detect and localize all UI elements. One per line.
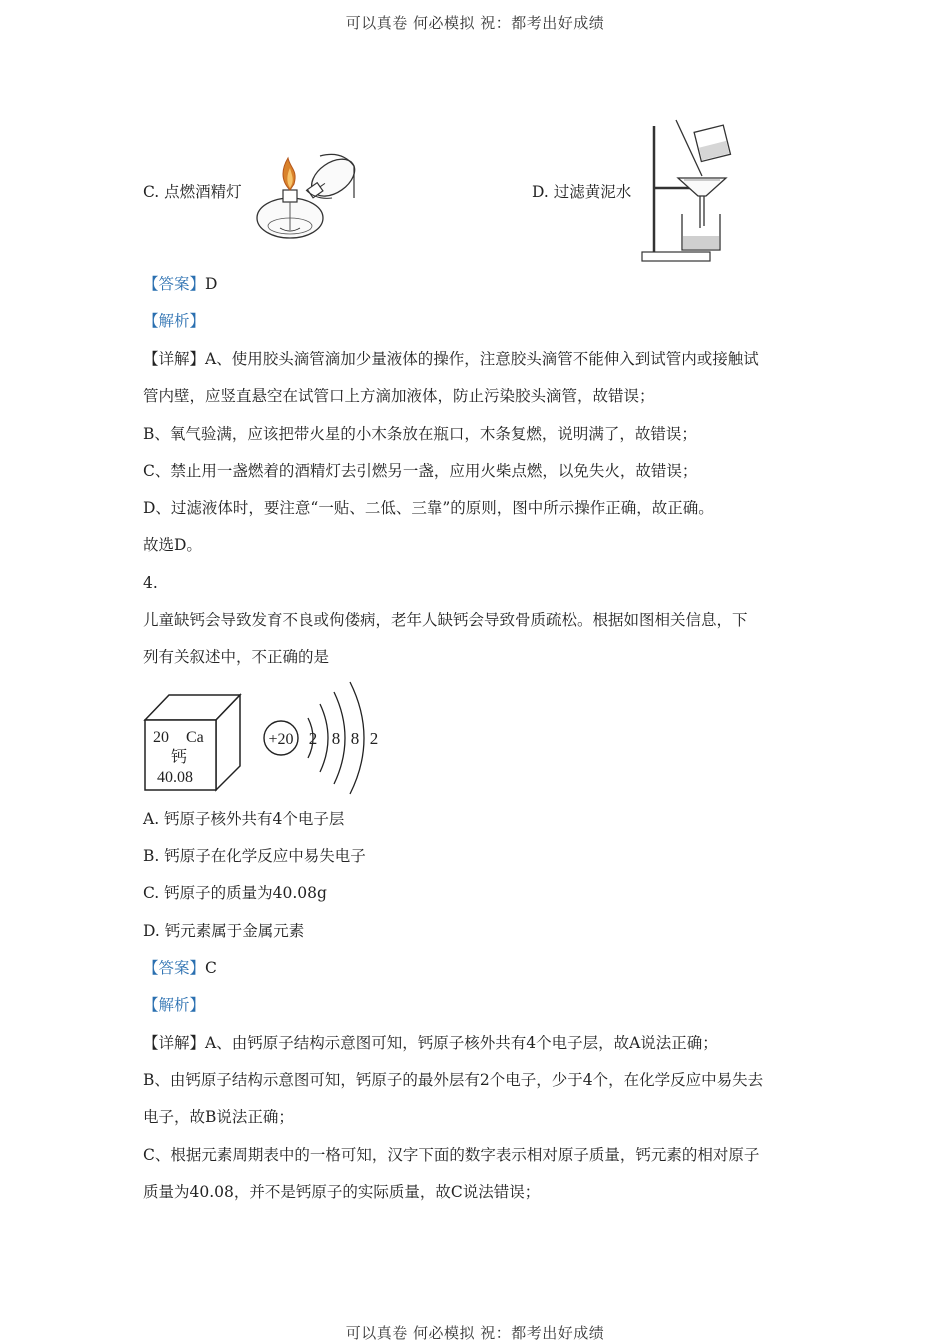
answer-line-1 bbox=[143, 274, 217, 294]
nucleus-charge: +20 bbox=[268, 731, 294, 748]
atomic-number: 20 bbox=[153, 729, 169, 746]
analysis-tag: 【解析】 bbox=[143, 312, 206, 330]
atomic-mass: 40.08 bbox=[157, 769, 193, 786]
page-footer: 可以真卷 何必模拟 祝：都考出好成绩 bbox=[345, 1324, 605, 1342]
alcohol-lamp-figure bbox=[250, 140, 362, 242]
answer-tag: 【答案】 bbox=[143, 275, 206, 293]
answer-line-2 bbox=[143, 958, 217, 978]
page-header: 可以真卷 何必模拟 祝：都考出好成绩 bbox=[345, 14, 605, 32]
shell-1-electrons: 2 bbox=[308, 729, 318, 748]
detail-a-line bbox=[143, 1033, 718, 1053]
analysis-tag: 【解析】 bbox=[143, 996, 206, 1014]
detail-a-line-2: 管内壁，应竖直悬空在试管口上方滴加液体，防止污染胶头滴管，故错误； bbox=[143, 387, 655, 405]
option-d-label: D. 过滤黄泥水 bbox=[532, 183, 632, 201]
detail-c-line-2: 质量为40.08，并不是钙原子的实际质量，故C说法错误； bbox=[143, 1183, 541, 1201]
option-b: B. 钙原子在化学反应中易失电子 bbox=[143, 847, 366, 865]
atom-structure-diagram bbox=[262, 680, 388, 796]
detail-a-line-1 bbox=[143, 349, 759, 369]
element-cell-figure bbox=[143, 692, 243, 792]
detail-a-text: A、由钙原子结构示意图可知，钙原子核外共有4个电子层，故A说法正确； bbox=[205, 1034, 718, 1052]
detail-c-line: C、禁止用一盏燃着的酒精灯去引燃另一盏，应用火柴点燃，以免失火，故错误； bbox=[143, 462, 698, 480]
option-c-label: C. 点燃酒精灯 bbox=[143, 183, 242, 201]
answer-value: C bbox=[205, 959, 217, 977]
shell-2-electrons: 8 bbox=[331, 729, 341, 748]
question-stem-line-1: 儿童缺钙会导致发育不良或佝偻病，老年人缺钙会导致骨质疏松。根据如图相关信息，下 bbox=[143, 611, 748, 629]
detail-a-text: A、使用胶头滴管滴加少量液体的操作，注意胶头滴管不能伸入到试管内或接触试 bbox=[205, 350, 759, 368]
element-name: 钙 bbox=[171, 747, 188, 766]
detail-c-line-1: C、根据元素周期表中的一格可知，汉字下面的数字表示相对原子质量，钙元素的相对原子 bbox=[143, 1146, 760, 1164]
question-number: 4. bbox=[143, 574, 158, 592]
element-symbol: Ca bbox=[186, 729, 204, 746]
detail-b-line: B、氧气验满，应该把带火星的小木条放在瓶口，木条复燃，说明满了，故错误； bbox=[143, 425, 697, 443]
filtration-figure bbox=[640, 118, 740, 264]
detail-d-line: D、过滤液体时，要注意“一贴、二低、三靠”的原则，图中所示操作正确，故正确。 bbox=[143, 499, 714, 517]
shell-3-electrons: 8 bbox=[350, 729, 360, 748]
option-a: A. 钙原子核外共有4个电子层 bbox=[143, 810, 345, 828]
conclusion-line: 故选D。 bbox=[143, 536, 202, 554]
detail-tag: 【详解】 bbox=[143, 350, 206, 368]
question-stem-line-2: 列有关叙述中，不正确的是 bbox=[143, 648, 330, 666]
option-d: D. 钙元素属于金属元素 bbox=[143, 922, 305, 940]
option-c: C. 钙原子的质量为40.08g bbox=[143, 884, 327, 902]
detail-tag: 【详解】 bbox=[143, 1034, 206, 1052]
answer-value: D bbox=[205, 275, 218, 293]
answer-tag: 【答案】 bbox=[143, 959, 206, 977]
detail-b-line-2: 电子，故B说法正确； bbox=[143, 1108, 294, 1126]
shell-4-electrons: 2 bbox=[369, 729, 379, 748]
detail-b-line-1: B、由钙原子结构示意图可知，钙原子的最外层有2个电子，少于4个，在化学反应中易失去 bbox=[143, 1071, 764, 1089]
